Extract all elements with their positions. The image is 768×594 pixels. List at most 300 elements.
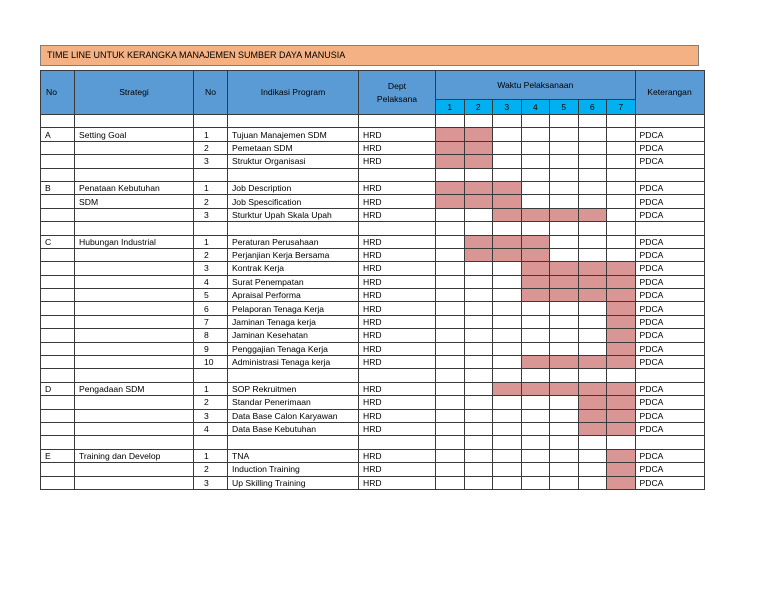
cell-program: Kontrak Kerja bbox=[228, 262, 359, 275]
spacer-row bbox=[41, 222, 705, 235]
cell-code bbox=[41, 302, 75, 315]
cell-code bbox=[41, 369, 75, 382]
cell-code bbox=[41, 262, 75, 275]
cell-strategi bbox=[75, 222, 194, 235]
table-row bbox=[41, 463, 705, 476]
timeline-cell bbox=[493, 356, 522, 369]
timeline-bar-cell bbox=[550, 275, 579, 288]
cell-code bbox=[41, 155, 75, 168]
cell-strategi bbox=[75, 463, 194, 476]
timeline-cell bbox=[521, 115, 550, 128]
cell-dept: HRD bbox=[359, 382, 436, 395]
table-row bbox=[41, 409, 705, 422]
cell-no bbox=[194, 369, 228, 382]
cell-keterangan: PDCA bbox=[635, 396, 704, 409]
header-waktu-pelaksanaan: Waktu Pelaksanaan bbox=[436, 71, 636, 100]
timeline-cell bbox=[550, 315, 579, 328]
timeline-cell bbox=[578, 168, 607, 181]
cell-dept: HRD bbox=[359, 155, 436, 168]
cell-no bbox=[194, 436, 228, 449]
spacer-row bbox=[41, 115, 705, 128]
table-body bbox=[41, 115, 705, 490]
timeline-bar-cell bbox=[493, 181, 522, 194]
timeline-bar-cell bbox=[607, 396, 636, 409]
cell-keterangan: PDCA bbox=[635, 409, 704, 422]
timeline-cell bbox=[436, 262, 465, 275]
cell-strategi bbox=[75, 208, 194, 221]
timeline-bar-cell bbox=[607, 422, 636, 435]
month-4: 4 bbox=[521, 100, 550, 115]
cell-dept bbox=[359, 168, 436, 181]
timeline-bar-cell bbox=[550, 262, 579, 275]
cell-keterangan bbox=[635, 115, 704, 128]
timeline-bar-cell bbox=[436, 141, 465, 154]
timeline-cell bbox=[493, 369, 522, 382]
timeline-cell bbox=[578, 329, 607, 342]
cell-program bbox=[228, 436, 359, 449]
timeline-cell bbox=[550, 329, 579, 342]
timeline-cell bbox=[436, 382, 465, 395]
cell-no: 8 bbox=[194, 329, 228, 342]
timeline-cell bbox=[578, 248, 607, 261]
cell-code: A bbox=[41, 128, 75, 141]
timeline-bar-cell bbox=[550, 208, 579, 221]
timeline-bar-cell bbox=[607, 356, 636, 369]
cell-dept: HRD bbox=[359, 208, 436, 221]
cell-strategi bbox=[75, 342, 194, 355]
cell-strategi bbox=[75, 436, 194, 449]
timeline-cell bbox=[493, 222, 522, 235]
timeline-cell bbox=[521, 181, 550, 194]
timeline-cell bbox=[436, 463, 465, 476]
timeline-cell bbox=[464, 476, 493, 489]
cell-strategi bbox=[75, 155, 194, 168]
table-row bbox=[41, 181, 705, 194]
cell-code bbox=[41, 356, 75, 369]
cell-no: 1 bbox=[194, 449, 228, 462]
timeline-cell bbox=[550, 248, 579, 261]
month-2: 2 bbox=[464, 100, 493, 115]
cell-dept: HRD bbox=[359, 235, 436, 248]
cell-keterangan bbox=[635, 168, 704, 181]
cell-keterangan: PDCA bbox=[635, 329, 704, 342]
cell-no: 4 bbox=[194, 275, 228, 288]
cell-no: 5 bbox=[194, 289, 228, 302]
timeline-cell bbox=[436, 275, 465, 288]
timeline-cell bbox=[607, 195, 636, 208]
timeline-cell bbox=[436, 315, 465, 328]
cell-keterangan: PDCA bbox=[635, 302, 704, 315]
timeline-cell bbox=[436, 396, 465, 409]
cell-strategi bbox=[75, 329, 194, 342]
cell-keterangan: PDCA bbox=[635, 449, 704, 462]
cell-no: 3 bbox=[194, 476, 228, 489]
timeline-cell bbox=[436, 115, 465, 128]
cell-code: C bbox=[41, 235, 75, 248]
timeline-cell bbox=[493, 342, 522, 355]
cell-code bbox=[41, 141, 75, 154]
cell-dept: HRD bbox=[359, 195, 436, 208]
timeline-bar-cell bbox=[436, 155, 465, 168]
cell-strategi: Training dan Develop bbox=[75, 449, 194, 462]
cell-no: 2 bbox=[194, 141, 228, 154]
timeline-cell bbox=[578, 436, 607, 449]
cell-no: 3 bbox=[194, 262, 228, 275]
timeline-cell bbox=[436, 342, 465, 355]
timeline-bar-cell bbox=[521, 235, 550, 248]
cell-no bbox=[194, 168, 228, 181]
timeline-bar-cell bbox=[578, 382, 607, 395]
timeline-cell bbox=[436, 329, 465, 342]
cell-code bbox=[41, 195, 75, 208]
timeline-table bbox=[40, 70, 705, 490]
timeline-bar-cell bbox=[521, 382, 550, 395]
timeline-cell bbox=[607, 141, 636, 154]
timeline-cell bbox=[550, 463, 579, 476]
month-5: 5 bbox=[550, 100, 579, 115]
cell-dept: HRD bbox=[359, 302, 436, 315]
cell-keterangan: PDCA bbox=[635, 342, 704, 355]
timeline-bar-cell bbox=[493, 208, 522, 221]
timeline-cell bbox=[493, 115, 522, 128]
cell-code bbox=[41, 248, 75, 261]
timeline-cell bbox=[521, 396, 550, 409]
timeline-cell bbox=[436, 208, 465, 221]
timeline-cell bbox=[464, 436, 493, 449]
cell-dept: HRD bbox=[359, 422, 436, 435]
cell-program: Struktur Organisasi bbox=[228, 155, 359, 168]
cell-program: SOP Rekruitmen bbox=[228, 382, 359, 395]
cell-strategi bbox=[75, 275, 194, 288]
timeline-cell bbox=[464, 356, 493, 369]
cell-program bbox=[228, 115, 359, 128]
timeline-cell bbox=[464, 463, 493, 476]
timeline-cell bbox=[493, 289, 522, 302]
table-row bbox=[41, 476, 705, 489]
timeline-bar-cell bbox=[607, 342, 636, 355]
timeline-cell bbox=[493, 168, 522, 181]
cell-code bbox=[41, 476, 75, 489]
cell-code bbox=[41, 208, 75, 221]
table-row bbox=[41, 262, 705, 275]
timeline-cell bbox=[578, 235, 607, 248]
timeline-cell bbox=[607, 208, 636, 221]
cell-no: 1 bbox=[194, 128, 228, 141]
timeline-cell bbox=[550, 369, 579, 382]
table-row bbox=[41, 329, 705, 342]
spacer-row bbox=[41, 369, 705, 382]
cell-dept bbox=[359, 222, 436, 235]
timeline-bar-cell bbox=[550, 382, 579, 395]
cell-strategi bbox=[75, 396, 194, 409]
cell-strategi bbox=[75, 168, 194, 181]
table-row bbox=[41, 449, 705, 462]
cell-dept: HRD bbox=[359, 356, 436, 369]
cell-program: Tujuan Manajemen SDM bbox=[228, 128, 359, 141]
cell-program bbox=[228, 168, 359, 181]
spacer-row bbox=[41, 436, 705, 449]
timeline-cell bbox=[578, 302, 607, 315]
timeline-cell bbox=[464, 168, 493, 181]
cell-no: 1 bbox=[194, 235, 228, 248]
table-row bbox=[41, 382, 705, 395]
cell-program: TNA bbox=[228, 449, 359, 462]
cell-strategi bbox=[75, 248, 194, 261]
timeline-cell bbox=[436, 409, 465, 422]
timeline-bar-cell bbox=[464, 235, 493, 248]
timeline-cell bbox=[464, 342, 493, 355]
timeline-bar-cell bbox=[607, 315, 636, 328]
cell-strategi bbox=[75, 302, 194, 315]
cell-strategi: Hubungan Industrial bbox=[75, 235, 194, 248]
timeline-bar-cell bbox=[464, 248, 493, 261]
spacer-row bbox=[41, 168, 705, 181]
timeline-bar-cell bbox=[436, 195, 465, 208]
timeline-cell bbox=[436, 369, 465, 382]
cell-dept: HRD bbox=[359, 409, 436, 422]
cell-strategi bbox=[75, 356, 194, 369]
cell-keterangan: PDCA bbox=[635, 128, 704, 141]
timeline-cell bbox=[493, 329, 522, 342]
cell-no: 10 bbox=[194, 356, 228, 369]
timeline-cell bbox=[464, 449, 493, 462]
timeline-cell bbox=[493, 449, 522, 462]
timeline-bar-cell bbox=[521, 248, 550, 261]
cell-no: 2 bbox=[194, 463, 228, 476]
timeline-bar-cell bbox=[521, 208, 550, 221]
timeline-cell bbox=[550, 476, 579, 489]
timeline-bar-cell bbox=[578, 208, 607, 221]
timeline-cell bbox=[578, 476, 607, 489]
cell-keterangan: PDCA bbox=[635, 476, 704, 489]
cell-dept: HRD bbox=[359, 275, 436, 288]
cell-code bbox=[41, 315, 75, 328]
timeline-bar-cell bbox=[464, 128, 493, 141]
timeline-bar-cell bbox=[578, 409, 607, 422]
cell-program: Pemetaan SDM bbox=[228, 141, 359, 154]
cell-no: 2 bbox=[194, 248, 228, 261]
table-row bbox=[41, 141, 705, 154]
timeline-cell bbox=[521, 329, 550, 342]
cell-keterangan: PDCA bbox=[635, 289, 704, 302]
timeline-cell bbox=[607, 168, 636, 181]
cell-strategi bbox=[75, 409, 194, 422]
timeline-cell bbox=[578, 181, 607, 194]
cell-keterangan bbox=[635, 369, 704, 382]
cell-no: 4 bbox=[194, 422, 228, 435]
cell-no: 1 bbox=[194, 181, 228, 194]
timeline-cell bbox=[578, 141, 607, 154]
cell-code bbox=[41, 396, 75, 409]
timeline-cell bbox=[607, 115, 636, 128]
table-row bbox=[41, 396, 705, 409]
timeline-bar-cell bbox=[464, 181, 493, 194]
cell-program: Surat Penempatan bbox=[228, 275, 359, 288]
cell-keterangan: PDCA bbox=[635, 235, 704, 248]
timeline-cell bbox=[436, 235, 465, 248]
timeline-cell bbox=[521, 168, 550, 181]
timeline-cell bbox=[521, 128, 550, 141]
cell-strategi bbox=[75, 141, 194, 154]
cell-code: E bbox=[41, 449, 75, 462]
table-row bbox=[41, 248, 705, 261]
timeline-cell bbox=[493, 396, 522, 409]
cell-program: Job Spescification bbox=[228, 195, 359, 208]
cell-program: Jaminan Kesehatan bbox=[228, 329, 359, 342]
timeline-bar-cell bbox=[493, 382, 522, 395]
table-row bbox=[41, 235, 705, 248]
timeline-bar-cell bbox=[464, 155, 493, 168]
timeline-cell bbox=[521, 302, 550, 315]
timeline-bar-cell bbox=[607, 275, 636, 288]
cell-keterangan: PDCA bbox=[635, 463, 704, 476]
timeline-cell bbox=[578, 315, 607, 328]
timeline-cell bbox=[464, 329, 493, 342]
cell-program: Up Skilling Training bbox=[228, 476, 359, 489]
timeline-cell bbox=[464, 396, 493, 409]
cell-program bbox=[228, 369, 359, 382]
timeline-bar-cell bbox=[493, 248, 522, 261]
cell-keterangan bbox=[635, 222, 704, 235]
header-keterangan: Keterangan bbox=[635, 71, 704, 115]
cell-code bbox=[41, 342, 75, 355]
cell-dept: HRD bbox=[359, 476, 436, 489]
cell-program: Penggajian Tenaga Kerja bbox=[228, 342, 359, 355]
timeline-bar-cell bbox=[578, 289, 607, 302]
timeline-bar-cell bbox=[493, 195, 522, 208]
timeline-bar-cell bbox=[521, 356, 550, 369]
table-row bbox=[41, 208, 705, 221]
cell-keterangan: PDCA bbox=[635, 141, 704, 154]
timeline-cell bbox=[521, 409, 550, 422]
cell-dept: HRD bbox=[359, 463, 436, 476]
cell-keterangan bbox=[635, 436, 704, 449]
timeline-cell bbox=[493, 315, 522, 328]
timeline-cell bbox=[521, 436, 550, 449]
timeline-cell bbox=[493, 463, 522, 476]
cell-dept: HRD bbox=[359, 141, 436, 154]
timeline-cell bbox=[578, 222, 607, 235]
timeline-cell bbox=[436, 476, 465, 489]
month-6: 6 bbox=[578, 100, 607, 115]
timeline-cell bbox=[578, 449, 607, 462]
header-no: No bbox=[41, 71, 75, 115]
timeline-cell bbox=[436, 422, 465, 435]
cell-program: Perjanjian Kerja Bersama bbox=[228, 248, 359, 261]
cell-dept bbox=[359, 436, 436, 449]
cell-strategi bbox=[75, 315, 194, 328]
cell-dept: HRD bbox=[359, 289, 436, 302]
cell-code: D bbox=[41, 382, 75, 395]
cell-keterangan: PDCA bbox=[635, 195, 704, 208]
cell-program: Data Base Kebutuhan bbox=[228, 422, 359, 435]
table-row bbox=[41, 289, 705, 302]
timeline-bar-cell bbox=[521, 262, 550, 275]
timeline-cell bbox=[550, 115, 579, 128]
cell-keterangan: PDCA bbox=[635, 248, 704, 261]
timeline-bar-cell bbox=[578, 422, 607, 435]
timeline-cell bbox=[464, 369, 493, 382]
cell-dept: HRD bbox=[359, 396, 436, 409]
timeline-cell bbox=[493, 128, 522, 141]
cell-program: Peraturan Perusahaan bbox=[228, 235, 359, 248]
cell-code bbox=[41, 289, 75, 302]
cell-no: 2 bbox=[194, 396, 228, 409]
cell-dept: HRD bbox=[359, 449, 436, 462]
cell-keterangan: PDCA bbox=[635, 275, 704, 288]
timeline-cell bbox=[464, 208, 493, 221]
timeline-bar-cell bbox=[607, 302, 636, 315]
cell-strategi bbox=[75, 369, 194, 382]
timeline-bar-cell bbox=[578, 396, 607, 409]
timeline-cell bbox=[521, 463, 550, 476]
cell-program: Induction Training bbox=[228, 463, 359, 476]
cell-no: 7 bbox=[194, 315, 228, 328]
timeline-bar-cell bbox=[578, 262, 607, 275]
header-dept-pelaksana bbox=[359, 71, 436, 115]
month-7: 7 bbox=[607, 100, 636, 115]
timeline-bar-cell bbox=[464, 141, 493, 154]
cell-program: Data Base Calon Karyawan bbox=[228, 409, 359, 422]
timeline-cell bbox=[493, 422, 522, 435]
timeline-bar-cell bbox=[464, 195, 493, 208]
timeline-cell bbox=[578, 115, 607, 128]
timeline-cell bbox=[436, 356, 465, 369]
cell-code bbox=[41, 436, 75, 449]
timeline-cell bbox=[578, 128, 607, 141]
table-row bbox=[41, 275, 705, 288]
cell-dept: HRD bbox=[359, 262, 436, 275]
cell-keterangan: PDCA bbox=[635, 382, 704, 395]
cell-strategi: SDM bbox=[75, 195, 194, 208]
timeline-bar-cell bbox=[607, 463, 636, 476]
cell-no: 9 bbox=[194, 342, 228, 355]
cell-program: Pelaporan Tenaga Kerja bbox=[228, 302, 359, 315]
cell-code bbox=[41, 222, 75, 235]
cell-dept bbox=[359, 369, 436, 382]
cell-strategi bbox=[75, 422, 194, 435]
timeline-cell bbox=[578, 369, 607, 382]
timeline-cell bbox=[550, 436, 579, 449]
timeline-cell bbox=[493, 262, 522, 275]
timeline-cell bbox=[493, 302, 522, 315]
timeline-cell bbox=[521, 315, 550, 328]
timeline-cell bbox=[436, 222, 465, 235]
cell-keterangan: PDCA bbox=[635, 181, 704, 194]
timeline-cell bbox=[550, 195, 579, 208]
timeline-cell bbox=[493, 141, 522, 154]
timeline-bar-cell bbox=[521, 275, 550, 288]
cell-keterangan: PDCA bbox=[635, 315, 704, 328]
timeline-cell bbox=[464, 289, 493, 302]
timeline-cell bbox=[521, 141, 550, 154]
timeline-bar-cell bbox=[607, 409, 636, 422]
cell-dept: HRD bbox=[359, 315, 436, 328]
timeline-bar-cell bbox=[578, 356, 607, 369]
timeline-cell bbox=[550, 141, 579, 154]
cell-code bbox=[41, 409, 75, 422]
timeline-cell bbox=[578, 342, 607, 355]
month-3: 3 bbox=[493, 100, 522, 115]
header-dept-line1: Dept bbox=[387, 80, 407, 91]
cell-program: Apraisal Performa bbox=[228, 289, 359, 302]
timeline-bar-cell bbox=[550, 289, 579, 302]
cell-no: 6 bbox=[194, 302, 228, 315]
timeline-cell bbox=[550, 342, 579, 355]
header-no-2: No bbox=[194, 71, 228, 115]
timeline-cell bbox=[521, 449, 550, 462]
table-row bbox=[41, 356, 705, 369]
